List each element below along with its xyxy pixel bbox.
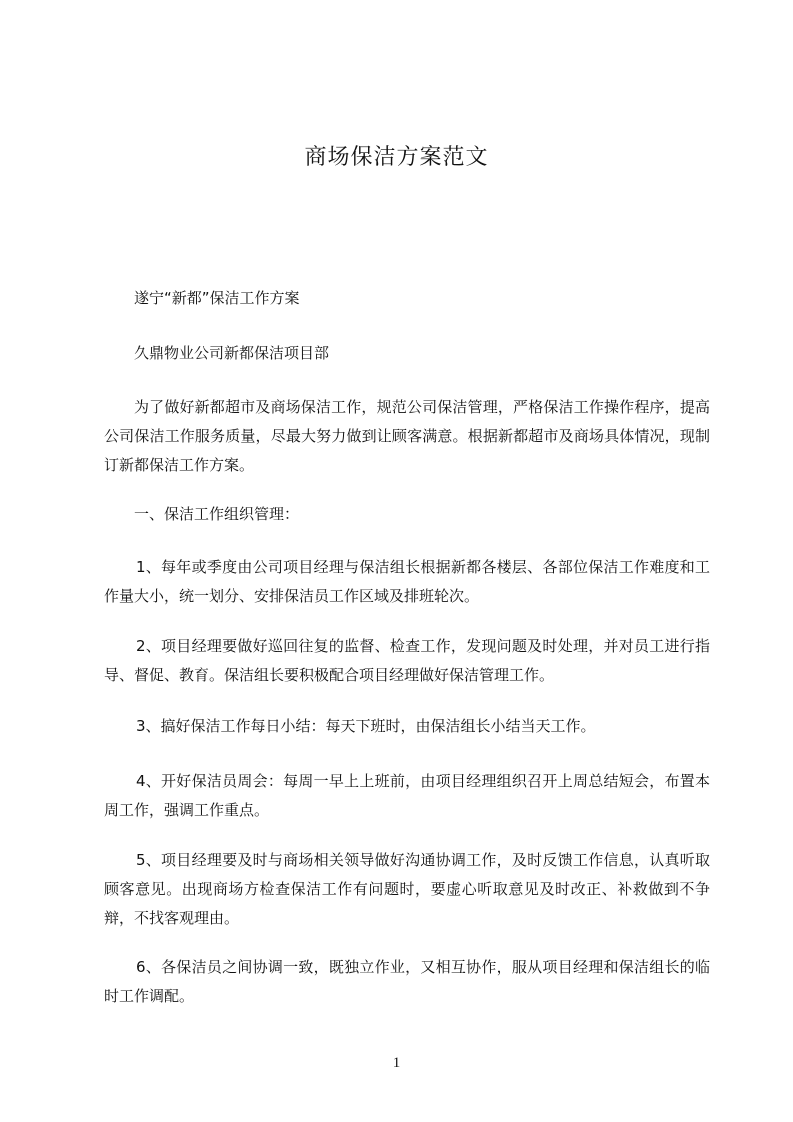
paragraph-project-name: 遂宁“新都”保洁工作方案 [134, 289, 300, 307]
section-heading-organization: 一、保洁工作组织管理： [134, 505, 300, 523]
paragraph-item-1: 1、每年或季度由公司项目经理与保洁组长根据新都各楼层、各部位保洁工作难度和工作量大小，统一划分、安排保洁员工作区域及排班轮次。 [104, 558, 710, 605]
paragraph-item-2: 2、项目经理要做好巡回往复的监督、检查工作，发现问题及时处理，并对员工进行指导、督促、教育。保洁组长要积极配合项目经理做好保洁管理工作。 [104, 637, 710, 684]
paragraph-item-6: 6、各保洁员之间协调一致，既独立作业，又相互协作，服从项目经理和保洁组长的临时工作调配。 [104, 958, 710, 1005]
paragraph-intro: 为了做好新都超市及商场保洁工作，规范公司保洁管理，严格保洁工作操作程序，提高公司保洁工作服务质量，尽最大努力做到让顾客满意。根据新都超市及商场具体情况，现制订新都保洁工作方案。 [104, 398, 710, 474]
paragraph-item-5: 5、项目经理要及时与商场相关领导做好沟通协调工作，及时反馈工作信息，认真听取顾客意见。出现商场方检查保洁工作有问题时，要虚心听取意见及时改正、补救做到不争辩，不找客观理由。 [104, 851, 710, 927]
paragraph-department: 久鼎物业公司新都保洁项目部 [134, 344, 330, 362]
paragraph-item-3: 3、搞好保洁工作每日小结：每天下班时，由保洁组长小结当天工作。 [136, 717, 596, 735]
page-number: 1 [392, 1055, 401, 1071]
document-title: 商场保洁方案范文 [304, 145, 489, 170]
paragraph-item-4: 4、开好保洁员周会：每周一早上上班前，由项目经理组织召开上周总结短会，布置本周工作，强调工作重点。 [104, 772, 710, 819]
